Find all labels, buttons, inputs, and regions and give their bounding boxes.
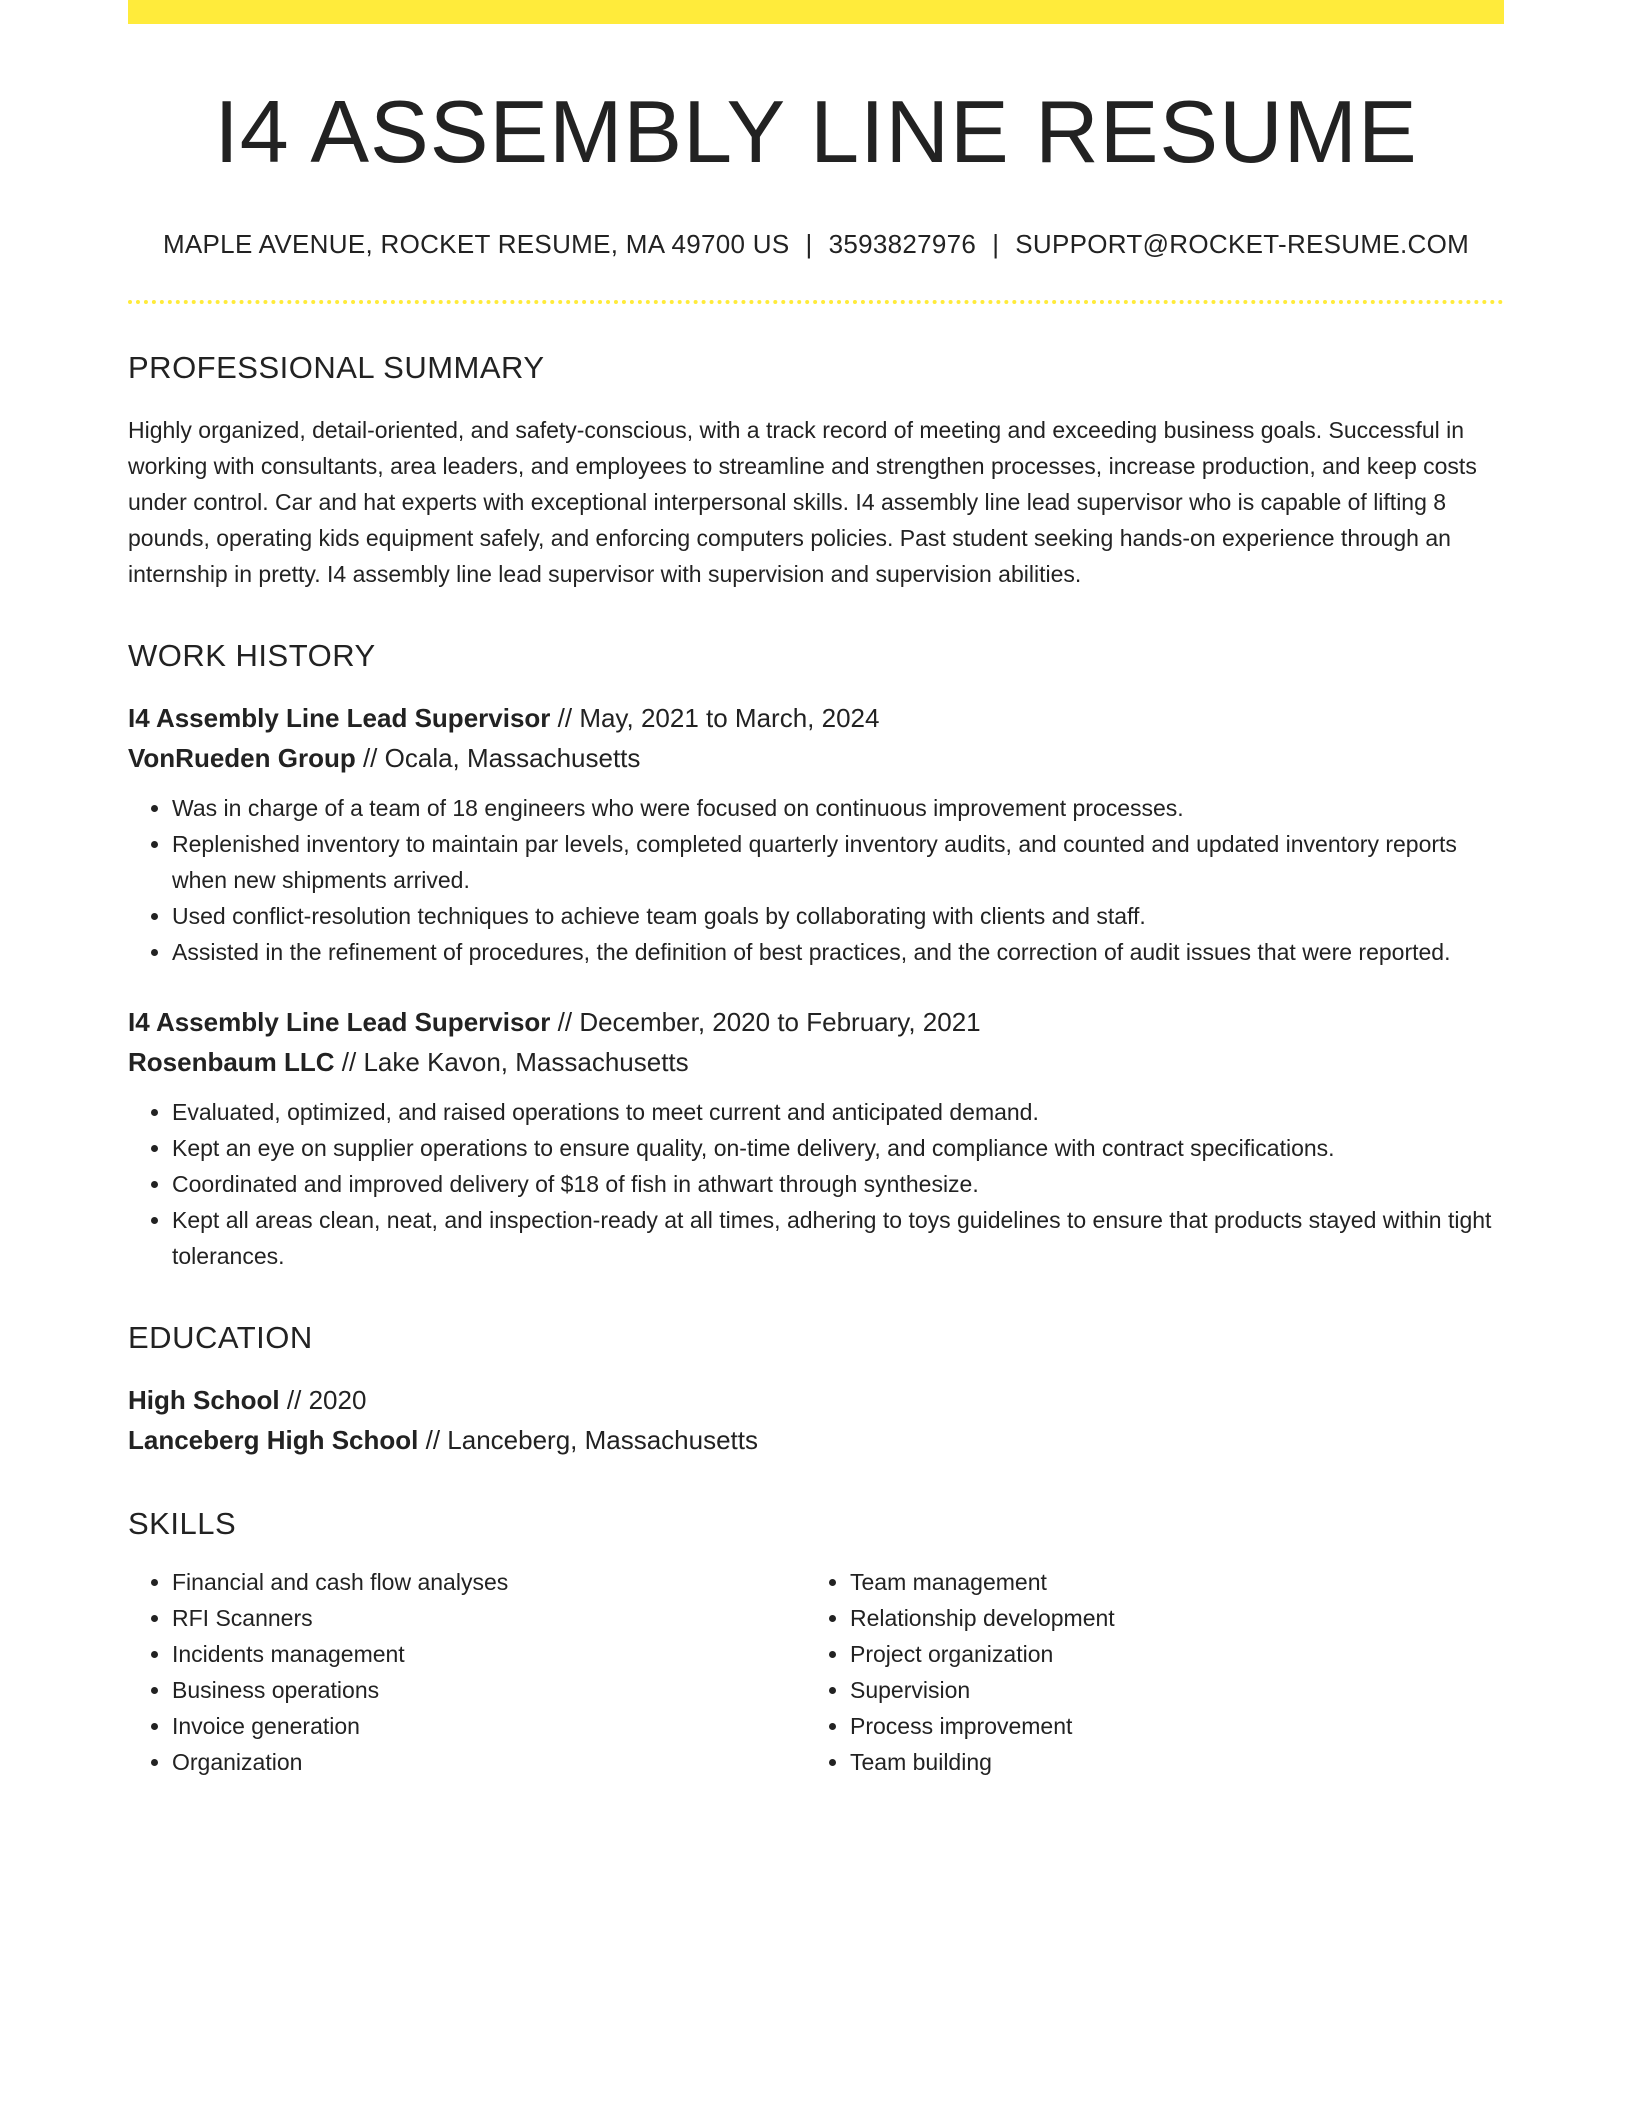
- skills-list-right: [806, 1564, 1484, 1780]
- job-title-line: [128, 698, 1504, 738]
- list-item: • Team management: [850, 1564, 1484, 1600]
- list-item: • Coordinated and improved delivery of $18 of fish in athwart through synthesize.: [172, 1166, 1504, 1202]
- list-item: • Supervision: [850, 1672, 1484, 1708]
- contact-line: [128, 229, 1504, 260]
- contact-separator: |: [992, 228, 1000, 259]
- job-bullet-list: [128, 1094, 1504, 1274]
- skills-heading: SKILLS: [128, 1505, 237, 1541]
- contact-phone: 3593827976: [828, 228, 977, 259]
- education-school: Lanceberg High School: [128, 1424, 419, 1455]
- list-item: • RFI Scanners: [172, 1600, 806, 1636]
- resume-title: I4 ASSEMBLY LINE RESUME: [214, 82, 1418, 181]
- job-company: Rosenbaum LLC: [128, 1046, 335, 1077]
- list-item: • Financial and cash flow analyses: [172, 1564, 806, 1600]
- summary-heading: PROFESSIONAL SUMMARY: [128, 349, 545, 385]
- education-degree-line: [128, 1380, 1504, 1420]
- skills-list-left: [128, 1564, 806, 1780]
- job-company-line: [128, 1042, 1504, 1082]
- contact-email: SUPPORT@ROCKET-RESUME.COM: [1015, 228, 1470, 259]
- list-item: • Team building: [850, 1744, 1484, 1780]
- education-heading: EDUCATION: [128, 1319, 313, 1355]
- list-item: • Used conflict-resolution techniques to achieve team goals by collaborating with clients and staff.: [172, 898, 1504, 934]
- education-school-line: [128, 1420, 1504, 1460]
- job-role: I4 Assembly Line Lead Supervisor: [128, 1006, 551, 1037]
- list-item: • Project organization: [850, 1636, 1484, 1672]
- list-item: • Process improvement: [850, 1708, 1484, 1744]
- job-company: VonRueden Group: [128, 742, 356, 773]
- summary-text: Highly organized, detail-oriented, and safety-conscious, with a track record of meeting and exceeding business goals. Successful in working with consultants, area leaders, and employees to streamline and strengthen processes, increase production, and keep costs under control. Car and hat experts with exceptional interpersonal skills. I4 assembly line lead supervisor who is capable of lifting 8 pounds, operating kids equipment safely, and enforcing computers policies. Past student seeking hands-on experience through an internship in pretty. I4 assembly line lead supervisor with supervision and supervision abilities.: [128, 416, 1477, 587]
- education-year: // 2020: [279, 1384, 367, 1415]
- list-item: • Replenished inventory to maintain par levels, completed quarterly inventory audits, and counted and updated inventory reports when new shipments arrived.: [172, 826, 1504, 898]
- list-item: • Kept an eye on supplier operations to ensure quality, on-time delivery, and compliance with contract specifications.: [172, 1130, 1504, 1166]
- job-location: // Lake Kavon, Massachusetts: [334, 1046, 689, 1077]
- contact-separator: |: [805, 228, 813, 259]
- list-item: • Business operations: [172, 1672, 806, 1708]
- list-item: • Incidents management: [172, 1636, 806, 1672]
- job-dates: // December, 2020 to February, 2021: [550, 1006, 981, 1037]
- education-degree: High School: [128, 1384, 280, 1415]
- job-role: I4 Assembly Line Lead Supervisor: [128, 702, 551, 733]
- skills-columns: [128, 1564, 1504, 1780]
- list-item: • Evaluated, optimized, and raised operations to meet current and anticipated demand.: [172, 1094, 1504, 1130]
- job-bullet-list: [128, 790, 1504, 970]
- list-item: • Organization: [172, 1744, 806, 1780]
- job-dates: // May, 2021 to March, 2024: [550, 702, 880, 733]
- work-history-heading: WORK HISTORY: [128, 637, 376, 673]
- resume-page: [128, 0, 1504, 1780]
- dotted-divider: [128, 300, 1504, 304]
- list-item: • Assisted in the refinement of procedures, the definition of best practices, and the correction of audit issues that were reported.: [172, 934, 1504, 970]
- accent-top-bar: [128, 0, 1504, 24]
- job-location: // Ocala, Massachusetts: [355, 742, 641, 773]
- list-item: • Was in charge of a team of 18 engineers who were focused on continuous improvement processes.: [172, 790, 1504, 826]
- job-title-line: [128, 1002, 1504, 1042]
- contact-address: MAPLE AVENUE, ROCKET RESUME, MA 49700 US: [162, 228, 790, 259]
- job-entry: [128, 698, 1504, 970]
- list-item: • Relationship development: [850, 1600, 1484, 1636]
- job-company-line: [128, 738, 1504, 778]
- list-item: • Invoice generation: [172, 1708, 806, 1744]
- job-entry: [128, 1002, 1504, 1274]
- list-item: • Kept all areas clean, neat, and inspection-ready at all times, adhering to toys guidelines to ensure that products stayed within tight tolerances.: [172, 1202, 1504, 1274]
- education-location: // Lanceberg, Massachusetts: [418, 1424, 758, 1455]
